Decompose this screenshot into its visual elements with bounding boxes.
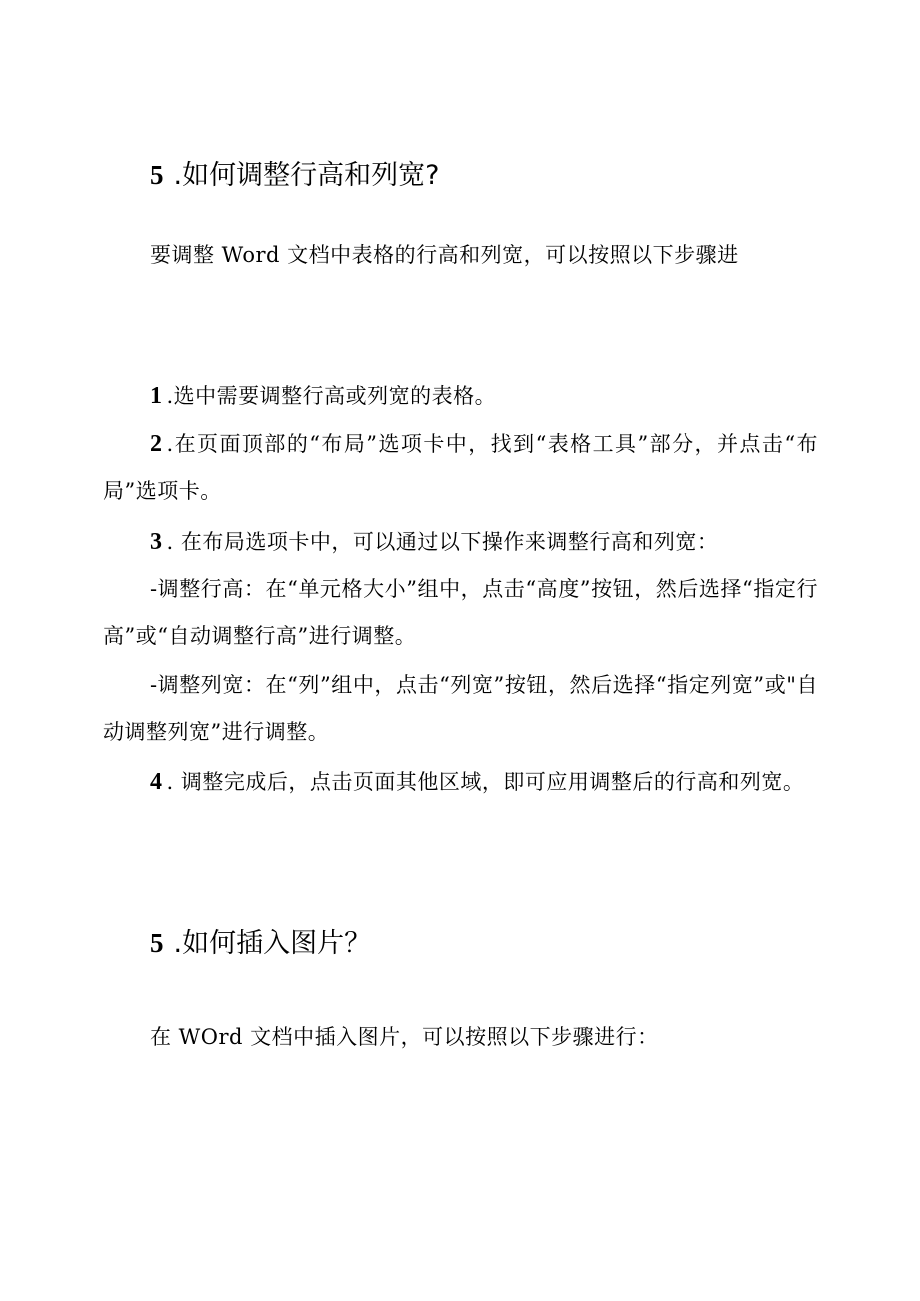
step-number: 2 (150, 431, 163, 457)
section-number: 5 (150, 928, 164, 958)
sub-step-row-height: -调整行高：在“单元格大小”组中，点击“高度”按钮，然后选择“指定行高”或“自动调整行高”进行调整。 (103, 577, 818, 648)
step-1 (150, 373, 818, 420)
step-text: . 在布局选项卡中，可以通过以下操作来调整行高和列宽： (166, 530, 719, 554)
step-text: . 调整完成后，点击页面其他区域，即可应用调整后的行高和列宽。 (166, 770, 805, 794)
step-text: .在页面顶部的“布局”选项卡中，找到“表格工具”部分，并点击“布局”选项卡。 (103, 432, 818, 503)
step-4 (103, 759, 818, 806)
section-heading-row-height (150, 158, 439, 193)
sub-step-column-width: -调整列宽：在“列”组中，点击“列宽”按钮，然后选择“指定列宽”或"自动调整列宽”进行调整。 (103, 673, 818, 744)
step-text: .选中需要调整行高或列宽的表格。 (166, 384, 497, 408)
step-number: 1 (150, 383, 163, 409)
intro-paragraph: 要调整 Word 文档中表格的行高和列宽，可以按照以下步骤进 (150, 243, 739, 267)
section-title: .如何调整行高和列宽? (173, 160, 440, 191)
step-number: 4 (150, 769, 163, 795)
section-title: .如何插入图片？ (173, 928, 372, 959)
step-number: 3 (150, 529, 163, 555)
intro-paragraph-image: 在 WOrd 文档中插入图片，可以按照以下步骤进行： (150, 1025, 659, 1049)
section-number: 5 (150, 160, 164, 190)
section-heading-insert-image (150, 926, 371, 961)
step-3 (150, 519, 818, 566)
step-2 (103, 421, 818, 515)
